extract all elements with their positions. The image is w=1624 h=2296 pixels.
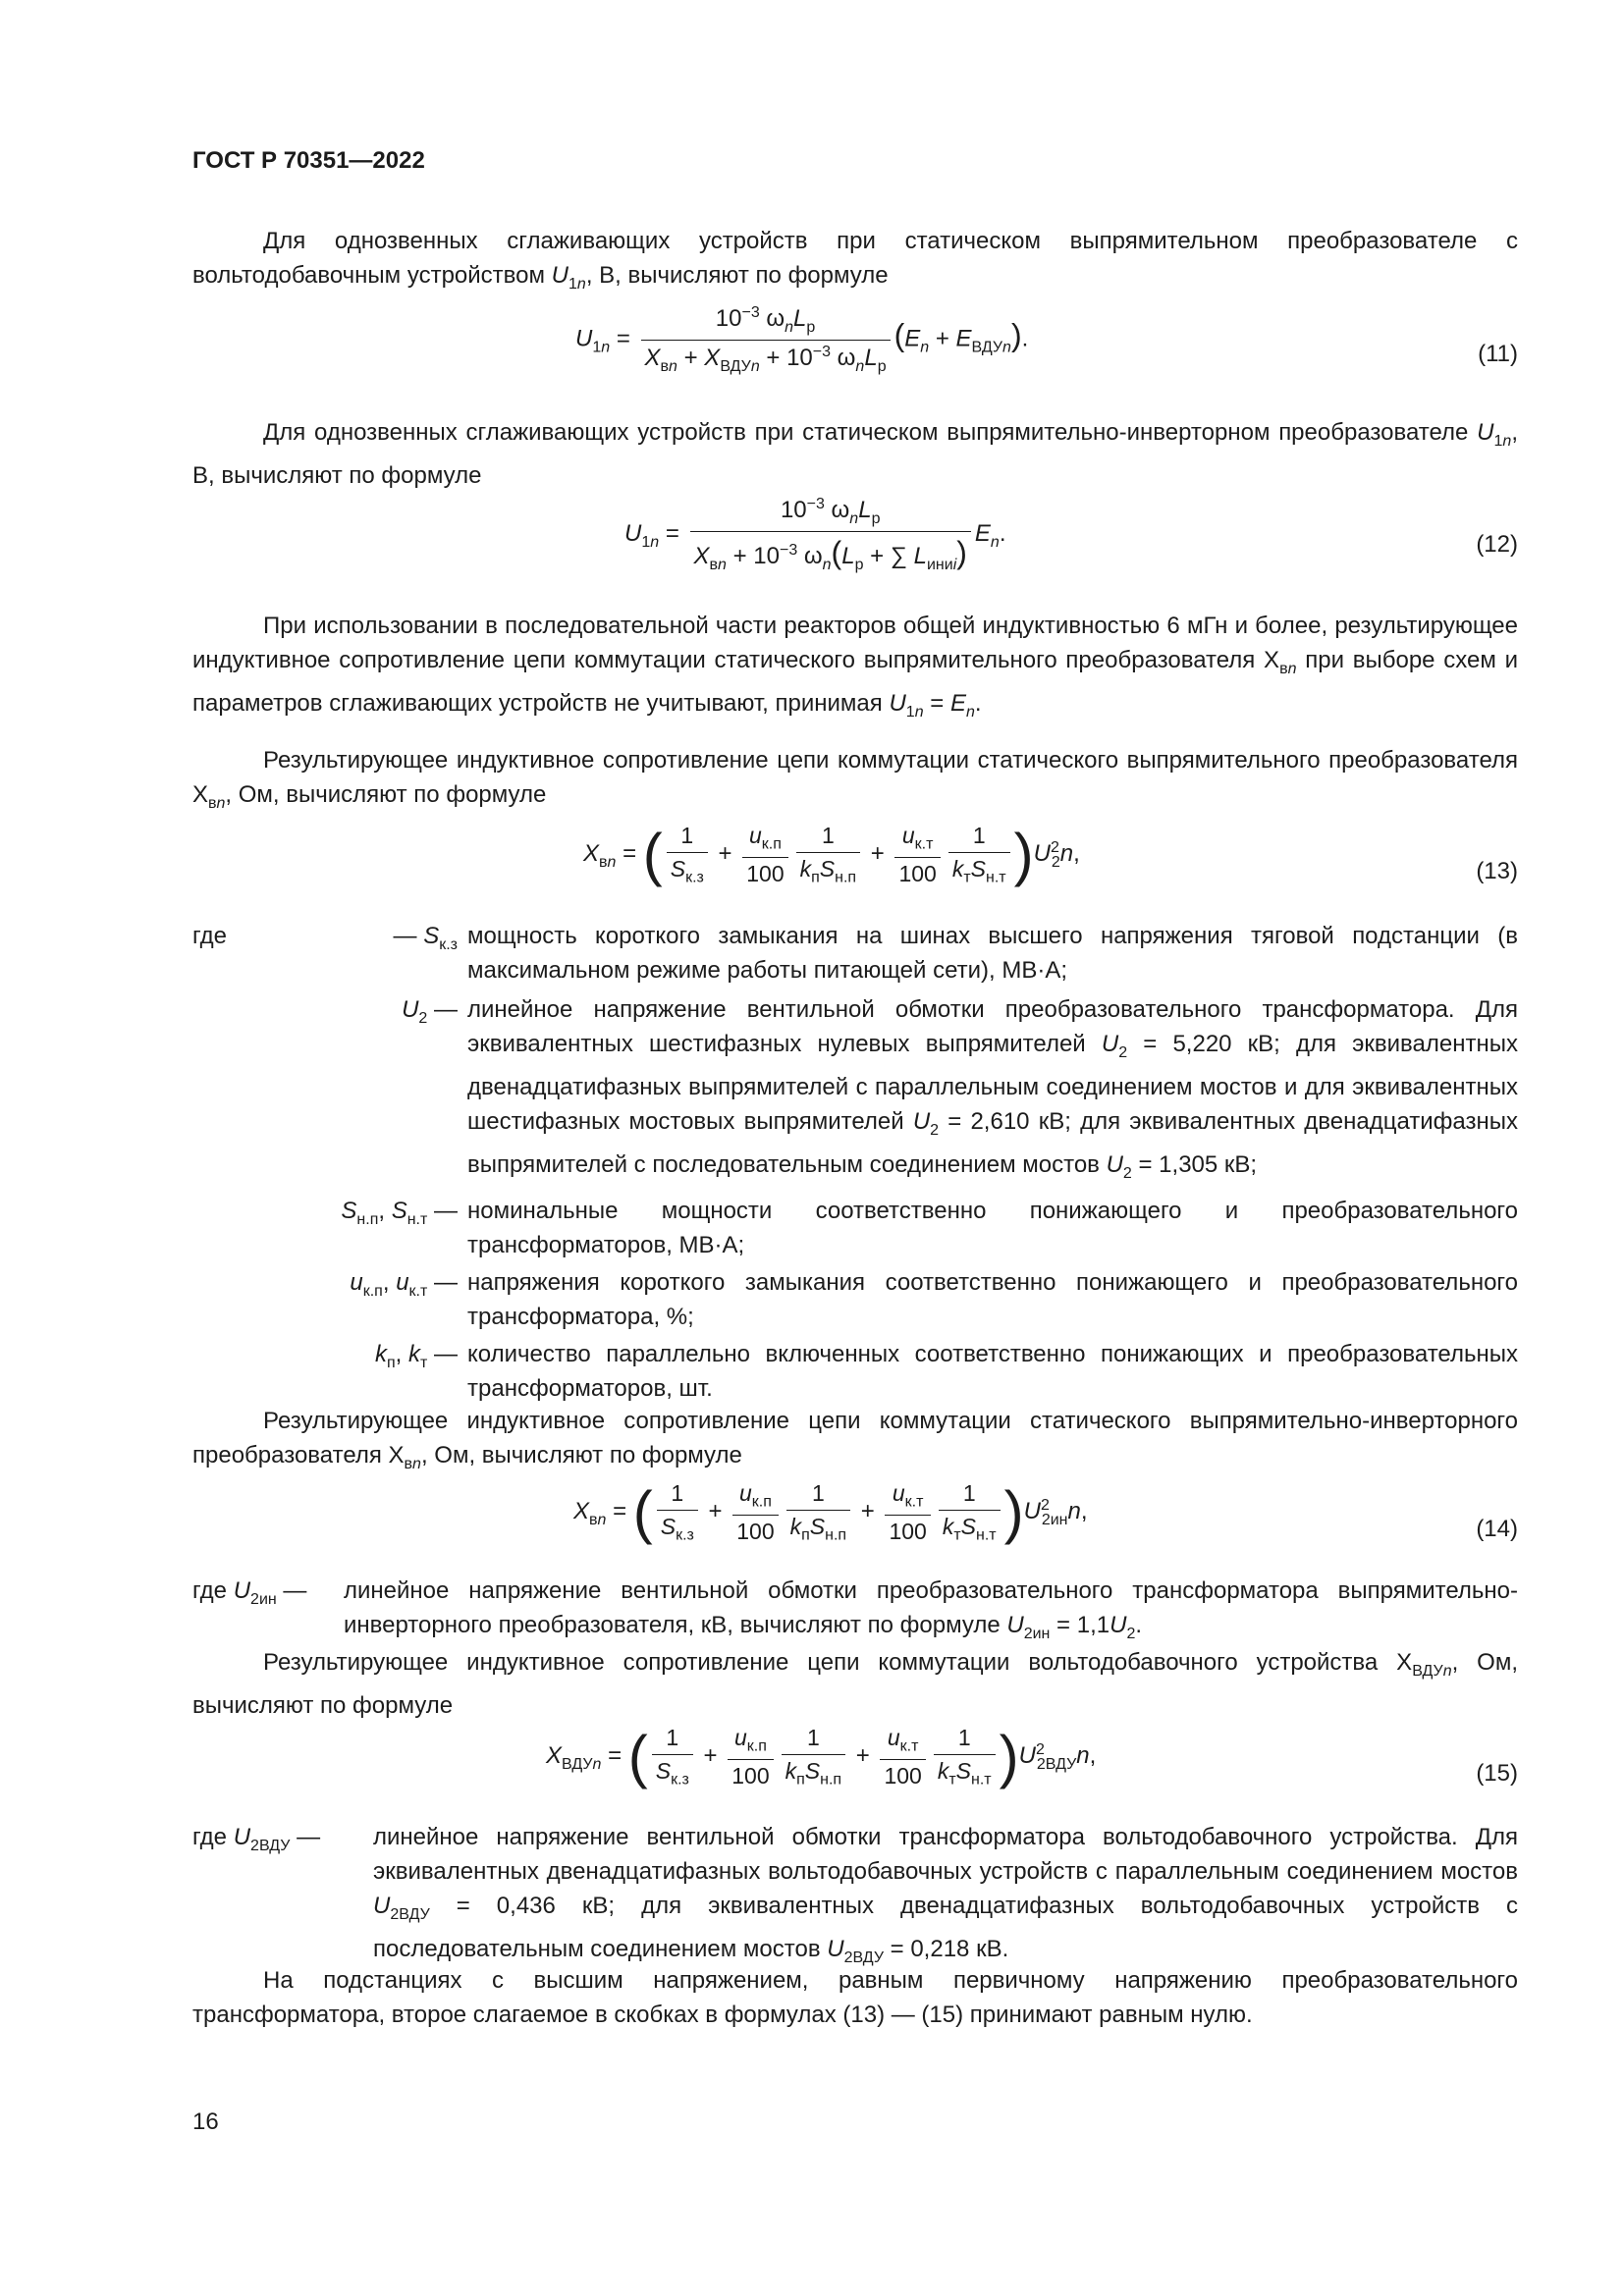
equation-15 bbox=[192, 1725, 1518, 1818]
equation-number-13: (13) bbox=[1476, 858, 1518, 884]
definitions-block-1 bbox=[192, 919, 1518, 1468]
equation-12 bbox=[192, 496, 1518, 594]
page-number: 16 bbox=[192, 2109, 219, 2135]
paragraph-1: Для однозвенных сглаживающих устройств при статическом выпрямительном преобразователе с вольтодобавочным устройством $U_{1n}$, В, вычисляют по формуле bbox=[192, 228, 1518, 293]
equation-11-body: $U_{1n}$ = $\frac{10^{-3} \omega_nL_р}{X_{вn} + X_{ВДУn} + 10^{-3} \omega_nL_р}$ $(E_n + E_{ВДУn})$. bbox=[575, 304, 1029, 375]
equation-14 bbox=[192, 1480, 1518, 1574]
definitions-block-3 bbox=[192, 1820, 1518, 1967]
definitions-block-2 bbox=[192, 1574, 1518, 1647]
definition-symbol-ukp-ukt: $u_{к.п}$, $u_{к.т}$ — bbox=[350, 1269, 458, 1300]
equation-12-body: $U_{1n}$ = $\frac{10^{-3} \omega_nL_р}{X_{вn} + 10^{-3} \omega_n(L_р + \sum L_{иниi})}$ $E_n$. bbox=[624, 496, 1006, 573]
paragraph-4: Результирующее индуктивное сопротивление цепи коммутации статического выпрямительного преобразователя $Х_{вn}$, Ом, вычисляют по формуле bbox=[192, 747, 1518, 812]
definition-text-u2in: линейное напряжение вентильной обмотки преобразовательного трансформатора выпрямительно-инверторного преобразователя, кВ, вычисляют по формуле $U_{2ин} = 1,1U_2$. bbox=[344, 1577, 1518, 1642]
definition-text-u2vdu: линейное напряжение вентильной обмотки трансформатора вольтодобавочного устройства. Для эквивалентных двенадцатифазных вольтодобавочных устройств с параллельным соединением мостов $U_{2ВДУ} = 0,436$ кВ; для эквивалентных двенадцатифазных вольтодобавочных устройств с последовательным соединением мостов $U_{2ВДУ} = 0,218$ кВ. bbox=[373, 1824, 1518, 1966]
paragraph-5: Результирующее индуктивное сопротивление цепи коммутации статического выпрямительно-инверторного преобразователя $Х_{вn}$, Ом, вычисляют по формуле bbox=[192, 1408, 1518, 1472]
paragraph-2: Для однозвенных сглаживающих устройств при статическом выпрямительно-инверторном преобразователе $U_{1n}$, В, вычисляют по формуле bbox=[192, 419, 1518, 489]
equation-12-fraction: $\frac{10^{-3} \omega_nL_р}{X_{вn} + 10^{-3} \omega_n(L_р + \sum L_{иниi})}$ bbox=[690, 496, 971, 574]
definition-symbol-sk3: — $S_{к.з}$ bbox=[393, 923, 458, 953]
equation-11-fraction: $\frac{10^{-3} \omega_nL_р}{X_{вn} + X_{ВДУn} + 10^{-3} \omega_nL_р}$ bbox=[641, 304, 891, 376]
paragraph-3: При использовании в последовательной части реакторов общей индуктивностью 6 мГн и более, результирующее индуктивное сопротивление цепи коммутации статического выпрямительного преобразователя $Х_{вn}$ при выборе схем и параметров сглаживающих устройств не учитывают, принимая $U_{1n} = E_n$. bbox=[192, 613, 1518, 721]
paragraph-7: На подстанциях с высшим напряжением, равным первичному напряжению преобразовательного трансформатора, второе слагаемое в скобках в формулах (13) — (15) принимают равным нулю. bbox=[192, 1967, 1518, 2028]
definition-symbol-kp-kt: $k_п$, $k_т$ — bbox=[374, 1341, 458, 1371]
definition-text-kp-kt: количество параллельно включенных соответственно понижающих и преобразовательных трансформаторов, шт. bbox=[467, 1341, 1518, 1402]
equation-11 bbox=[192, 304, 1518, 398]
definition-text-u2: линейное напряжение вентильной обмотки преобразовательного трансформатора. Для эквивалентных шестифазных нулевых выпрямителей $U_2 = 5,220$ кВ; для эквивалентных двенадцатифазных выпрямителей с параллельным соединением мостов и для эквивалентных шестифазных мостовых выпрямителей $U_2 = 2,610$ кВ; для эквивалентных двенадцатифазных выпрямителей с последовательным соединением мостов $U_2 = 1,305$ кВ; bbox=[467, 996, 1519, 1182]
definition-symbol-snp-snt: $S_{н.п}$, $S_{н.т}$ — bbox=[341, 1198, 458, 1228]
equation-13-body: $X_{вn}$ = ( $\frac{1}{S_{к.з}}$ + $\frac{u_{к.п}}{100}$ $\frac{1}{k_пS_{н.п}}$ + $\frac{u_{к.т}}{100}$ $\frac{1}{k_тS_{н.т}}$ )$U^2_2n$, bbox=[583, 821, 1080, 887]
equation-13 bbox=[192, 823, 1518, 916]
definition-symbol-u2vdu: где $U_{2ВДУ}$ — bbox=[192, 1824, 321, 1854]
definition-symbol-u2in: где $U_{2ин}$ — bbox=[192, 1577, 307, 1608]
equation-number-15: (15) bbox=[1476, 1760, 1518, 1787]
equation-14-body: $X_{вn}$ = ( $\frac{1}{S_{к.з}}$ + $\frac{u_{к.п}}{100}$ $\frac{1}{k_пS_{н.п}}$ + $\frac{u_{к.т}}{100}$ $\frac{1}{k_тS_{н.т}}$ )$U^2_{2ин}n$, bbox=[573, 1478, 1088, 1545]
equation-15-body: $X_{ВДУn}$ = ( $\frac{1}{S_{к.з}}$ + $\frac{u_{к.п}}{100}$ $\frac{1}{k_пS_{н.п}}$ + $\frac{u_{к.т}}{100}$ $\frac{1}{k_тS_{н.т}}$ )$U^2_{2ВДУ}n$, bbox=[546, 1723, 1097, 1789]
definition-text-ukp-ukt: напряжения короткого замыкания соответственно понижающего и преобразовательного трансформатора, %; bbox=[467, 1269, 1518, 1330]
equation-number-14: (14) bbox=[1476, 1516, 1518, 1542]
definition-text-snp-snt: номинальные мощности соответственно понижающего и преобразовательного трансформаторов, МВ·А; bbox=[467, 1198, 1518, 1258]
where-label: где bbox=[192, 923, 228, 949]
equation-number-11: (11) bbox=[1478, 341, 1518, 367]
definition-symbol-u2: $U_2$ — bbox=[402, 996, 458, 1027]
equation-number-12: (12) bbox=[1476, 531, 1518, 558]
document-header: ГОСТ Р 70351—2022 bbox=[192, 147, 425, 174]
definition-text-sk3: мощность короткого замыкания на шинах высшего напряжения тяговой подстанции (в максимальном режиме работы питающей сети), МВ·А; bbox=[467, 923, 1518, 984]
paragraph-6: Результирующее индуктивное сопротивление цепи коммутации вольтодобавочного устройства $Х_{ВДУn}$, Ом, вычисляют по формуле bbox=[192, 1649, 1519, 1719]
